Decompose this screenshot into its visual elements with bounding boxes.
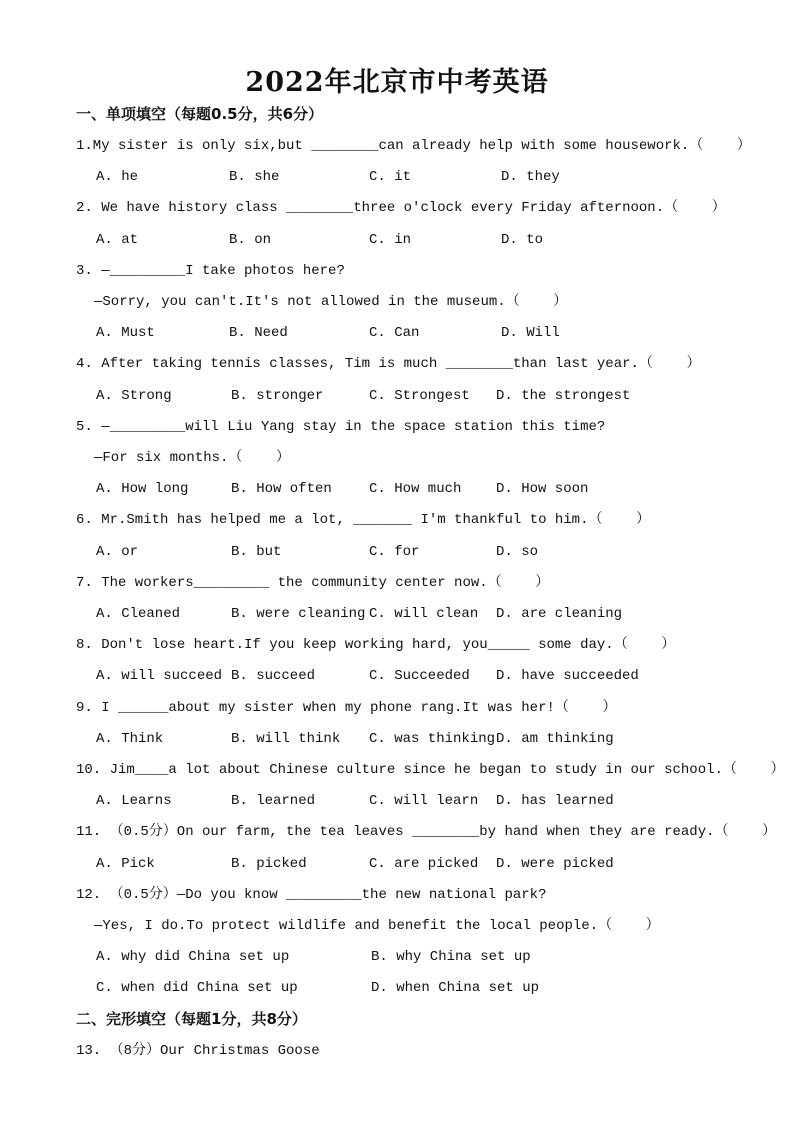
question-4-stem: 4. After taking tennis classes, Tim is much ________than last year.（ ） [76,356,701,372]
question-6-option-b: B. but [231,544,282,560]
question-5-option-a: A. How long [96,481,189,497]
question-1-option-d: D. they [501,169,560,185]
question-9-option-a: A. Think [96,731,164,747]
question-3-option-b: B. Need [229,325,288,341]
question-8-stem: 8. Don't lose heart.If you keep working hard, you_____ some day.（ ） [76,637,676,653]
question-1-option-a: A. he [96,169,139,185]
question-9-option-d: D. am thinking [496,731,614,747]
question-3-option-a: A. Must [96,325,155,341]
section-heading-cloze: 二、完形填空（每题1分，共8分） [76,1010,307,1028]
question-3-option-d: D. Will [501,325,560,341]
question-10-stem: 10. Jim____a lot about Chinese culture since he began to study in our school.（ ） [76,762,785,778]
question-7-stem: 7. The workers_________ the community center now.（ ） [76,575,550,591]
question-10-option-c: C. will learn [369,793,479,809]
question-12-option-d: D. when China set up [371,980,540,996]
question-4-option-a: A. Strong [96,388,172,404]
question-5-option-b: B. How often [231,481,332,497]
question-1-option-c: C. it [369,169,412,185]
question-12-option-b: B. why China set up [371,949,531,965]
question-8-option-a: A. will succeed [96,668,223,684]
question-5-option-d: D. How soon [496,481,589,497]
question-10-option-b: B. learned [231,793,316,809]
question-7-option-a: A. Cleaned [96,606,181,622]
question-9-stem: 9. I ______about my sister when my phone rang.It was her!（ ） [76,700,617,716]
question-8-option-b: B. succeed [231,668,316,684]
question-1-option-b: B. she [229,169,280,185]
question-5-stem: —For six months.（ ） [94,450,291,466]
question-11-stem: 11. （0.5分）On our farm, the tea leaves ________by hand when they are ready.（ ） [76,824,777,840]
question-6-option-a: A. or [96,544,139,560]
question-4-option-c: C. Strongest [369,388,470,404]
question-2-stem: 2. We have history class ________three o'clock every Friday afternoon.（ ） [76,200,726,216]
question-5-stem: 5. —_________will Liu Yang stay in the space station this time? [76,419,606,435]
question-9-option-b: B. will think [231,731,341,747]
section-heading-single-choice: 一、单项填空（每题0.5分，共6分） [76,105,324,123]
question-12-option-a: A. why did China set up [96,949,290,965]
question-12-stem: —Yes, I do.To protect wildlife and benefit the local people.（ ） [94,918,660,934]
question-10-option-d: D. has learned [496,793,614,809]
question-12-stem: 12. （0.5分）—Do you know _________the new national park? [76,887,547,903]
question-2-option-a: A. at [96,232,139,248]
question-3-option-c: C. Can [369,325,420,341]
question-8-option-d: D. have succeeded [496,668,639,684]
question-13-title: 13. （8分）Our Christmas Goose [76,1043,320,1059]
question-10-option-a: A. Learns [96,793,172,809]
question-11-option-c: C. are picked [369,856,479,872]
question-4-option-d: D. the strongest [496,388,631,404]
question-2-option-d: D. to [501,232,544,248]
document-title: 2022年北京市中考英语 [245,67,549,98]
question-6-option-c: C. for [369,544,420,560]
question-9-option-c: C. was thinking [369,731,496,747]
question-1-stem: 1.My sister is only six,but ________can already help with some housework.（ ） [76,138,751,154]
question-11-option-d: D. were picked [496,856,614,872]
question-6-option-d: D. so [496,544,539,560]
question-7-option-b: B. were cleaning [231,606,366,622]
question-2-option-c: C. in [369,232,412,248]
question-3-stem: —Sorry, you can't.It's not allowed in the museum.（ ） [94,294,568,310]
question-6-stem: 6. Mr.Smith has helped me a lot, _______ I'm thankful to him.（ ） [76,512,651,528]
question-4-option-b: B. stronger [231,388,324,404]
question-8-option-c: C. Succeeded [369,668,470,684]
question-12-option-c: C. when did China set up [96,980,298,996]
question-11-option-b: B. picked [231,856,307,872]
question-11-option-a: A. Pick [96,856,155,872]
question-7-option-d: D. are cleaning [496,606,623,622]
question-2-option-b: B. on [229,232,272,248]
question-3-stem: 3. —_________I take photos here? [76,263,345,279]
question-7-option-c: C. will clean [369,606,479,622]
question-5-option-c: C. How much [369,481,462,497]
